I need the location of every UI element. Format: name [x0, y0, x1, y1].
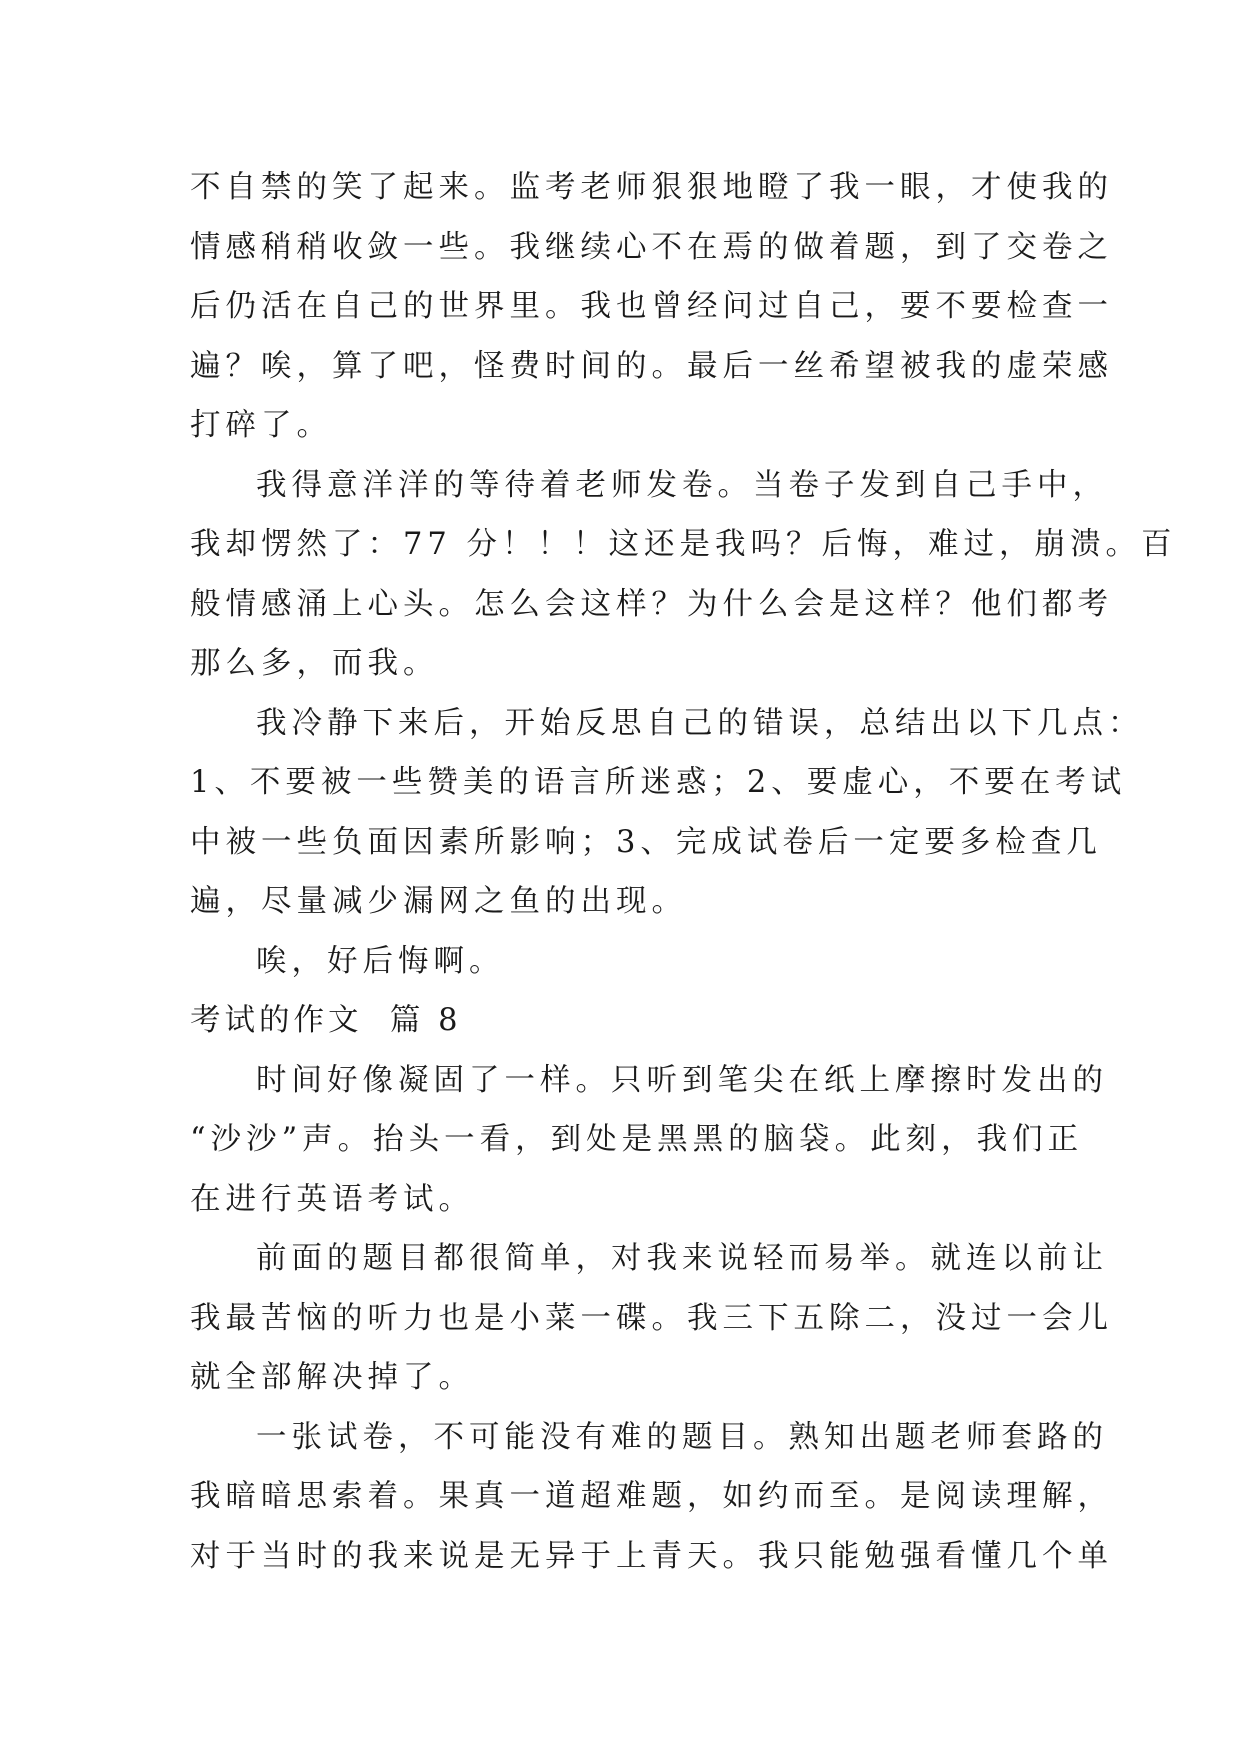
paragraph: [190, 1229, 1113, 1408]
text-line: “沙沙”声。抬头一看，到处是黑黑的脑袋。此刻，我们正: [190, 1122, 1084, 1157]
text-line: 对于当时的我来说是无异于上青天。我只能勉强看懂几个单: [190, 1538, 1113, 1574]
text-line: 情感稍稍收敛一些。我继续心不在焉的做着题，到了交卷之: [190, 229, 1113, 265]
text-line: 我冷静下来后，开始反思自己的错误，总结出以下几点：: [256, 705, 1144, 741]
text-line: 时间好像凝固了一样。只听到笔尖在纸上摩擦时发出的: [256, 1062, 1108, 1098]
text-line: 我得意洋洋的等待着老师发卷。当卷子发到自己手中，: [256, 467, 1108, 503]
text-line: 中被一些负面因素所影响；3、完成试卷后一定要多检查几: [190, 824, 1102, 860]
text-line: 遍？唉，算了吧，怪费时间的。最后一丝希望被我的虚荣感: [190, 348, 1113, 384]
text-line: 前面的题目都很简单，对我来说轻而易举。就连以前让: [256, 1241, 1108, 1276]
paragraph: [190, 158, 1113, 456]
section-heading: [190, 991, 1050, 1051]
text-line: 遍，尽量减少漏网之鱼的出现。: [190, 884, 687, 919]
text-line: 1、不要被一些赞美的语言所迷惑；2、要虚心，不要在考试: [190, 765, 1127, 800]
text-line: 一张试卷，不可能没有难的题目。熟知出题老师套路的: [256, 1419, 1108, 1455]
paragraph: [190, 456, 1177, 694]
text-line: 就全部解决掉了。: [190, 1360, 474, 1395]
text-line: 我却愣然了：77 分！！！这还是我吗？后悔，难过，崩溃。百: [190, 527, 1177, 562]
text-line: 唉，好后悔啊。: [256, 943, 505, 979]
text-line: 后仍活在自己的世界里。我也曾经问过自己，要不要检查一: [190, 289, 1113, 324]
text-line: 那么多，而我。: [190, 646, 439, 681]
text-line: 在进行英语考试。: [190, 1181, 474, 1217]
heading-line: 考试的作文 篇 8: [190, 1003, 462, 1038]
paragraph: [190, 932, 1050, 992]
text-line: 我最苦恼的听力也是小菜一碟。我三下五除二，没过一会儿: [190, 1300, 1113, 1336]
text-line: 打碎了。: [190, 408, 332, 443]
paragraph: [190, 1408, 1113, 1587]
paragraph: [190, 1051, 1108, 1230]
document-body: [190, 158, 1177, 1586]
text-line: 不自禁的笑了起来。监考老师狠狠地瞪了我一眼，才使我的: [190, 170, 1113, 205]
paragraph: [190, 694, 1144, 932]
text-line: 我暗暗思索着。果真一道超难题，如约而至。是阅读理解，: [190, 1479, 1113, 1514]
text-line: 般情感涌上心头。怎么会这样？为什么会是这样？他们都考: [190, 586, 1113, 622]
